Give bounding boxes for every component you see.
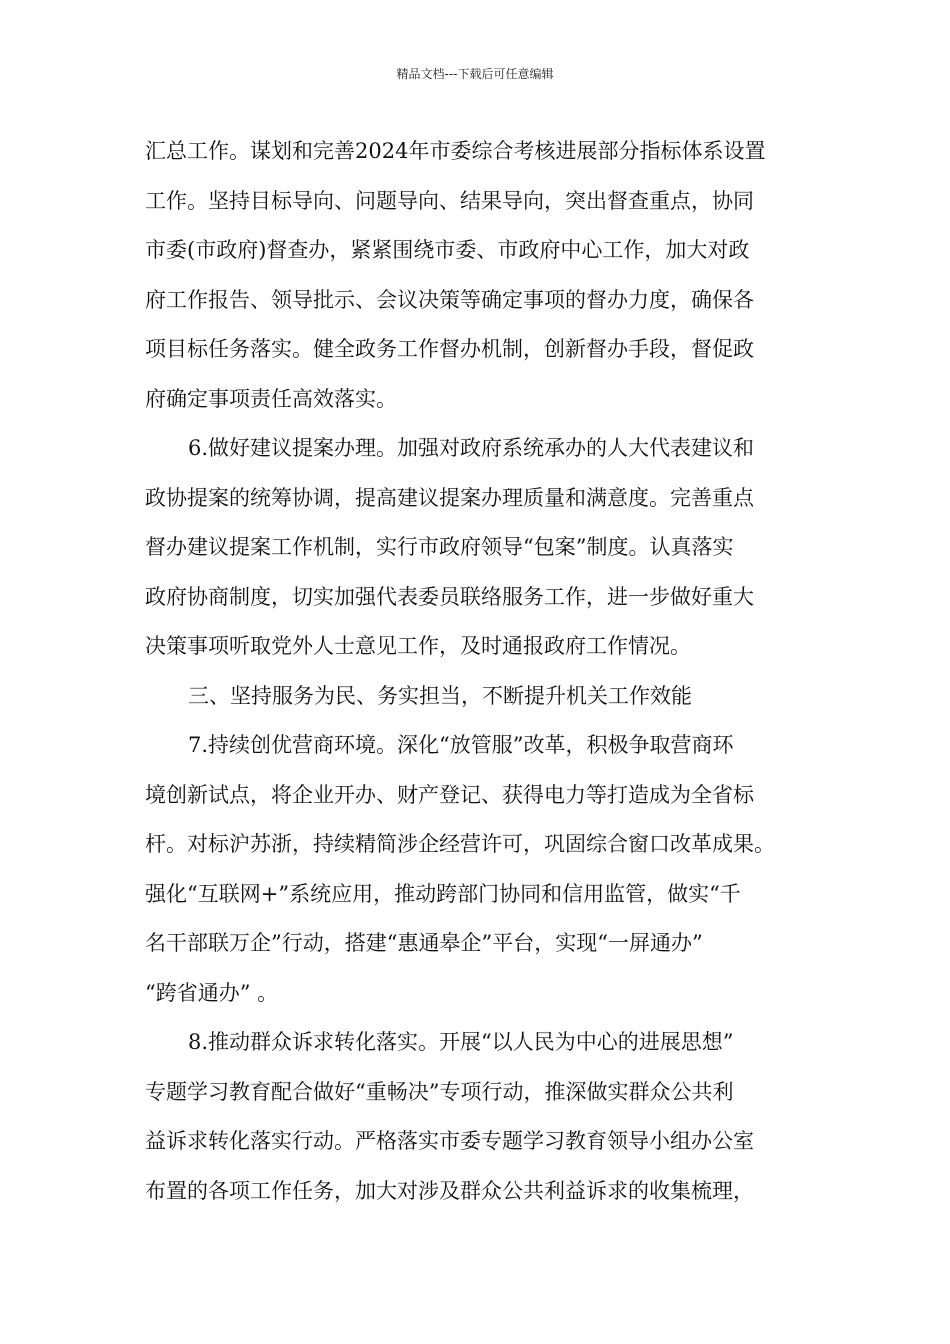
document-body xyxy=(145,127,815,1216)
text-line: 布置的各项工作任务，加大对涉及群众公共利益诉求的收集梳理， xyxy=(145,1178,754,1203)
text-line: 8.推动群众诉求转化落实。开展“以人民为中心的进展思想” xyxy=(188,1030,734,1054)
text-line: 6.做好建议提案办理。加强对政府系统承办的人大代表建议和 xyxy=(188,436,755,460)
text-line: “跨省通办” 。 xyxy=(145,980,279,1005)
text-line: 杆。对标沪苏浙，持续精简涉企经营许可，巩固综合窗口改革成果。 xyxy=(145,832,775,856)
text-line: 专题学习教育配合做好“重畅决”专项行动，推深做实群众公共利 xyxy=(145,1079,734,1104)
text-line: 政府协商制度，切实加强代表委员联络服务工作，进一步做好重大 xyxy=(145,584,754,609)
text-line: 名干部联万企”行动，搭建“惠通皋企”平台，实现“一屏通办” xyxy=(145,931,703,955)
text-line: 益诉求转化落实行动。严格落实市委专题学习教育领导小组办公室 xyxy=(145,1129,754,1153)
text-line: 府工作报告、领导批示、会议决策等确定事项的督办力度，确保各 xyxy=(145,287,754,312)
text-line: 7.持续创优营商环境。深化“放管服”改革，积极争取营商环 xyxy=(188,733,734,757)
text-line: 三、坚持服务为民、务实担当，不断提升机关工作效能 xyxy=(188,683,692,708)
text-line: 项目标任务落实。健全政务工作督办机制，创新督办手段，督促政 xyxy=(145,337,754,361)
text-line: 汇总工作。谋划和完善2024年市委综合考核进展部分指标体系设置 xyxy=(145,139,766,163)
text-line: 工作。坚持目标导向、问题导向、结果导向，突出督查重点，协同 xyxy=(145,188,754,213)
text-line: 境创新试点，将企业开办、财产登记、获得电力等打造成为全省标 xyxy=(145,782,754,807)
text-line: 督办建议提案工作机制，实行市政府领导“包案”制度。认真落实 xyxy=(145,535,734,559)
text-line: 政协提案的统筹协调，提高建议提案办理质量和满意度。完善重点 xyxy=(145,485,754,510)
text-line: 府确定事项责任高效落实。 xyxy=(145,386,397,411)
text-line: 强化“互联网+”系统应用，推动跨部门协同和信用监管，做实“千 xyxy=(145,881,741,906)
page-header: 精品文档---下载后可任意编辑 xyxy=(396,67,554,81)
text-line: 决策事项听取党外人士意见工作，及时通报政府工作情况。 xyxy=(145,634,691,658)
text-line: 市委(市政府)督查办，紧紧围绕市委、市政府中心工作，加大对政 xyxy=(145,238,750,262)
